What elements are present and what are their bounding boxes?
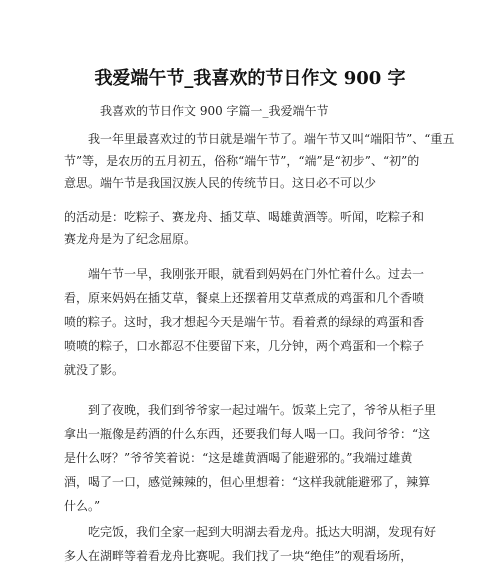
paragraph-line: 什么。” — [64, 499, 101, 513]
paragraph-2 — [64, 206, 444, 250]
paragraph-line: 节”等，是农历的五月初五，俗称“端午节”，“端”是“初步”、“初”的 — [64, 154, 420, 168]
paragraph-line: 看，原来妈妈在插艾草，餐桌上还摆着用艾草煮成的鸡蛋和几个香喷 — [64, 291, 425, 305]
paragraph-line: 就没了影。 — [64, 363, 125, 377]
paragraph-line: 喷的粽子。这时，我才想起今天是端午节。看着煮的绿绿的鸡蛋和香 — [64, 315, 425, 329]
paragraph-1 — [64, 128, 455, 194]
paragraph-line: 我一年里最喜欢过的节日就是端午节了。端午节又叫“端阳节”、“重五 — [64, 132, 455, 146]
paragraph-5 — [64, 520, 444, 568]
page-title: 我爱端午节_我喜欢的节日作文 900 字 — [94, 68, 406, 89]
paragraph-line: 酒，喝了一口，感觉辣辣的，但心里想着：“这样我就能避邪了，辣算 — [64, 475, 431, 489]
paragraph-4 — [64, 398, 444, 518]
paragraph-line: 多人在湖畔等着看龙舟比赛呢。我们找了一块“绝佳”的观看场所， — [64, 549, 413, 563]
paragraph-line: 赛龙舟是为了纪念屈原。 — [64, 232, 197, 246]
paragraph-line: 的活动是：吃粽子、赛龙舟、插艾草、喝雄黄酒等。听闻，吃粽子和 — [64, 210, 425, 224]
paragraph-line: 喷喷的粽子，口水都忍不住要留下来，几分钟，两个鸡蛋和一个粽子 — [64, 339, 425, 353]
paragraph-line: 到了夜晚，我们到爷爷家一起过端午。饭菜上完了，爷爷从柜子里 — [64, 403, 437, 417]
paragraph-3 — [64, 262, 444, 382]
paragraph-line: 意思。端午节是我国汉族人民的传统节日。这日必不可以少 — [64, 176, 377, 190]
paragraph-line: 吃完饭，我们全家一起到大明湖去看龙舟。抵达大明湖，发现有好 — [64, 525, 437, 539]
paragraph-line: 拿出一瓶像是药酒的什么东西，还要我们每人喝一口。我问爷爷：“这 — [64, 427, 431, 441]
paragraph-line: 是什么呀？”爷爷笑着说：“这是雄黄酒喝了能避邪的。”我端过雄黄 — [64, 451, 413, 465]
paragraph-line: 端午节一早，我刚张开眼，就看到妈妈在门外忙着什么。过去一 — [64, 267, 425, 281]
page-subtitle: 我喜欢的节日作文 900 字篇一_我爱端午节 — [100, 104, 329, 118]
